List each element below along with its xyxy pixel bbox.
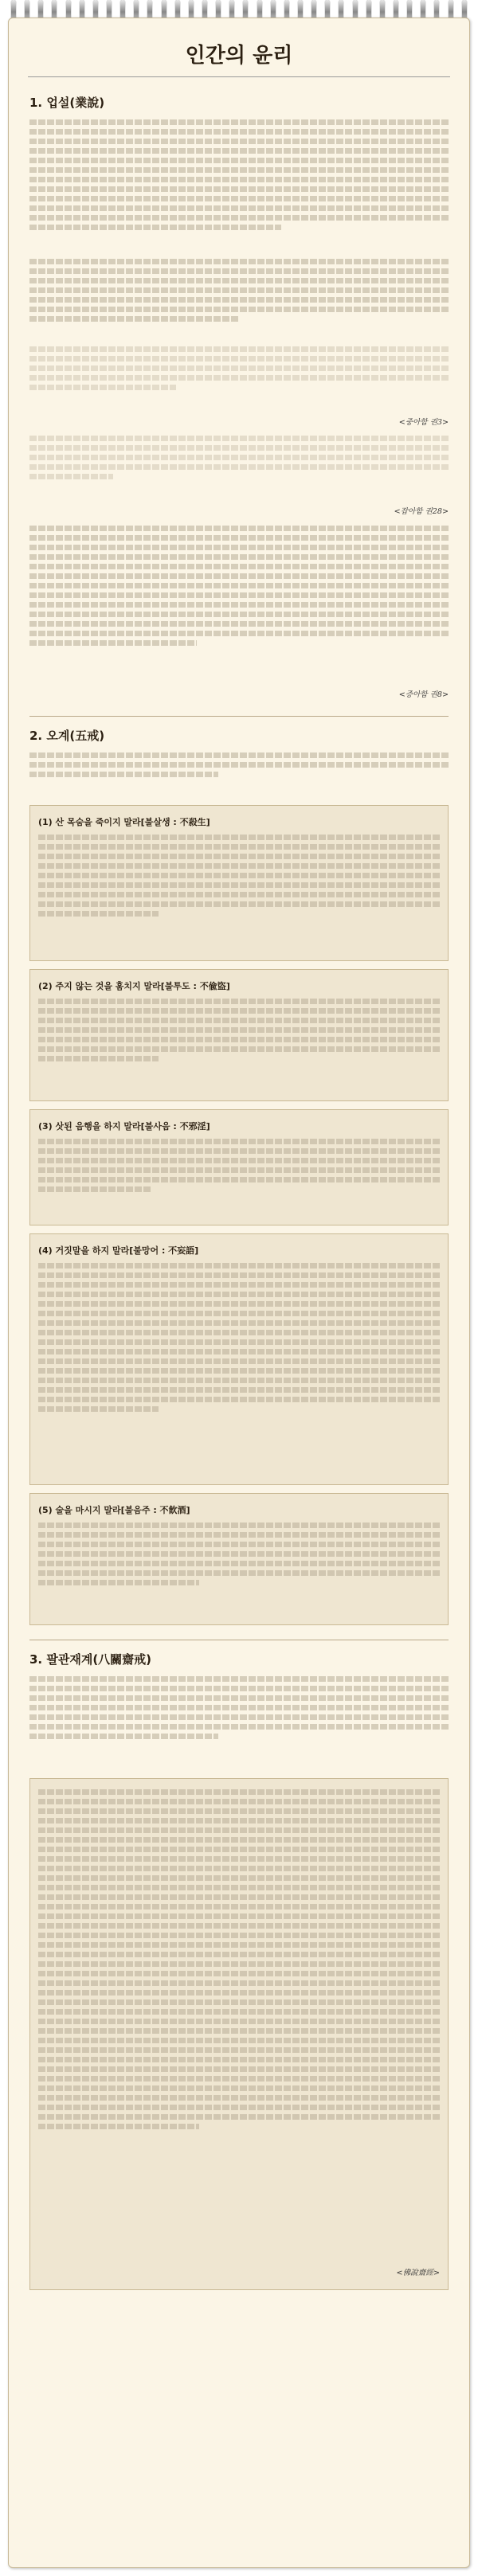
precept-box xyxy=(29,1778,449,2291)
precept-heading: (1) 산 목숨을 죽이지 말라[불살생 : 不殺生] xyxy=(38,816,210,827)
precept-heading: (2) 주지 않는 것을 훔치지 말라[불투도 : 不偸盜] xyxy=(38,980,230,991)
section-heading: 2. 오계(五戒) xyxy=(29,729,105,744)
quote-source: <잡아함 권28> xyxy=(394,507,449,517)
precept-heading: (4) 거짓말을 하지 말라[불망어 : 不妄語] xyxy=(38,1245,199,1256)
quote-source: <증아함 권8> xyxy=(398,690,449,699)
precept-box xyxy=(29,805,449,961)
quote-block xyxy=(29,436,449,506)
quote-source: <佛說齋經> xyxy=(396,2268,440,2277)
page-title: 인간의 윤리 xyxy=(185,44,293,68)
paragraph-block xyxy=(29,1676,449,1770)
precept-box xyxy=(29,1233,449,1485)
document-body xyxy=(9,96,469,2290)
precept-heading: (3) 삿된 음행을 하지 말라[불사음 : 不邪淫] xyxy=(38,1120,210,1132)
document-paper xyxy=(8,18,470,2568)
section-divider xyxy=(29,716,449,717)
title-divider xyxy=(28,76,450,77)
paragraph-block xyxy=(29,119,449,255)
precept-heading: (5) 술을 마시지 말라[불음주 : 不飮酒] xyxy=(38,1504,190,1515)
paragraph-block xyxy=(29,526,449,689)
section-heading: 3. 팔관재계(八關齋戒) xyxy=(29,1652,152,1667)
precept-box xyxy=(29,969,449,1101)
precept-box xyxy=(29,1493,449,1625)
quote-source: <중아함 권3> xyxy=(398,417,449,427)
precept-box xyxy=(29,1109,449,1225)
quote-block xyxy=(29,346,449,416)
section-heading: 1. 업설(業說) xyxy=(29,96,105,110)
paragraph-block xyxy=(29,752,449,797)
paragraph-block xyxy=(29,259,449,342)
